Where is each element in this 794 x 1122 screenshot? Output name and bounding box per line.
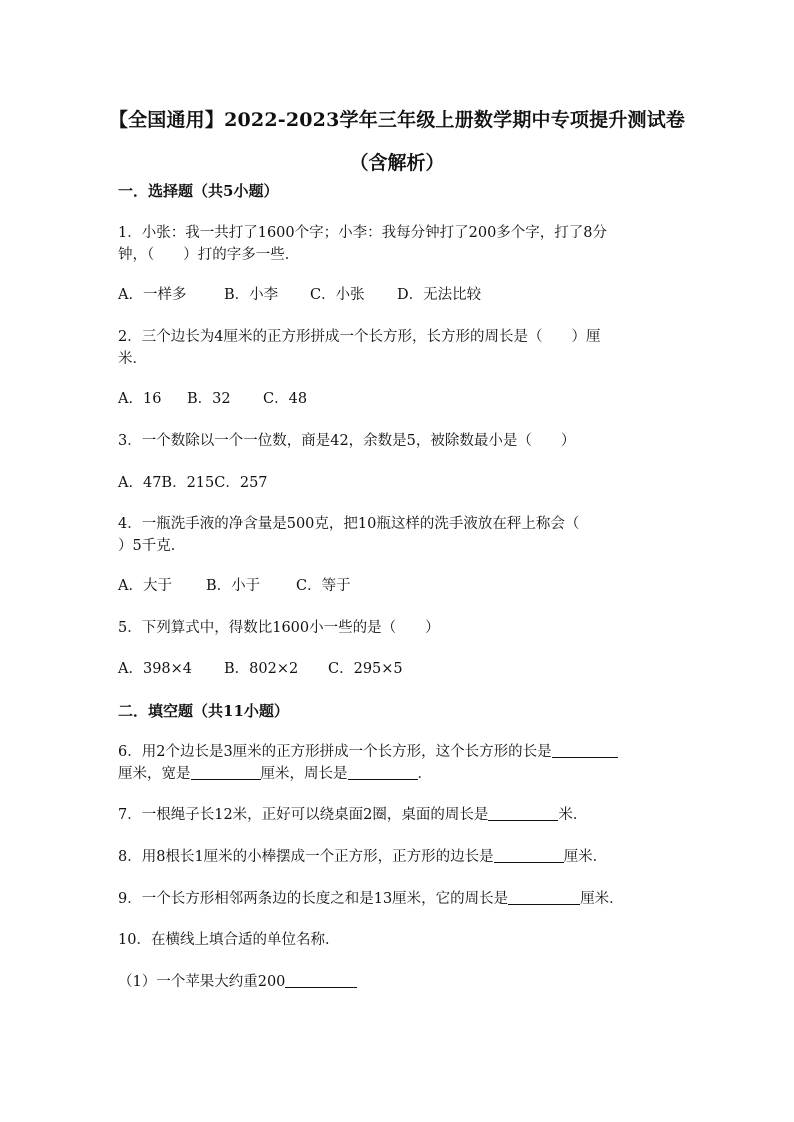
question-1-options [118, 284, 698, 306]
question-7-text-b: 米． [558, 807, 588, 823]
question-1-line-1: 1．小张：我一共打了1600个字；小李：我每分钟打了200多个字，打了8分 [118, 225, 608, 241]
question-4-line-2: ）5千克． [118, 538, 186, 554]
question-2-line-2: 米． [118, 351, 147, 367]
question-6-text-b: 厘米，宽是 [118, 766, 191, 782]
option-c: C．等于 [296, 578, 351, 594]
option-c: C．295×5 [328, 661, 403, 677]
answer-blank[interactable] [285, 971, 357, 988]
option-c: C．48 [263, 391, 308, 407]
question-10: 10．在横线上填合适的单位名称． [118, 932, 340, 948]
question-10-sub-1 [118, 971, 698, 993]
answer-blank[interactable] [552, 741, 618, 758]
question-7 [118, 804, 698, 826]
answer-blank[interactable] [191, 763, 261, 780]
option-b: B．小于 [206, 578, 261, 594]
question-8 [118, 846, 698, 868]
question-8-text-b: 厘米． [563, 849, 608, 865]
option-c: C．小张 [310, 287, 365, 303]
option-a: A．398×4 [118, 661, 193, 677]
option-a: A．大于 [118, 578, 172, 594]
question-3-line-1: 3．一个数除以一个一位数，商是42，余数是5，被除数最小是（ ） [118, 433, 576, 449]
exam-title: 【全国通用】2022-2023学年三年级上册数学期中专项提升测试卷 [108, 109, 686, 131]
option-a: A．16 [118, 391, 162, 407]
section-heading-fill-blank: 二．填空题（共11小题） [118, 702, 289, 720]
answer-blank[interactable] [488, 804, 558, 821]
answer-blank[interactable] [348, 763, 418, 780]
answer-blank[interactable] [494, 846, 564, 863]
question-4-line-1: 4．一瓶洗手液的净含量是500克，把10瓶这样的洗手液放在秤上称会（ [118, 516, 580, 532]
option-d: D．无法比较 [397, 287, 482, 303]
answer-blank[interactable] [508, 888, 580, 905]
question-8-text-a: 8．用8根长1厘米的小棒摆成一个正方形，正方形的边长是 [118, 849, 494, 865]
question-4-options [118, 575, 698, 597]
question-6-text-a: 6．用2个边长是3厘米的正方形拼成一个长方形，这个长方形的长是 [118, 744, 552, 760]
exam-subtitle: （含解析） [349, 152, 445, 174]
question-2-options [118, 388, 698, 410]
option-b: B．802×2 [224, 661, 299, 677]
option-b: B．小李 [224, 287, 279, 303]
question-1-line-2: 钟，（ ）打的字多一些． [118, 247, 300, 263]
question-9-text-a: 9．一个长方形相邻两条边的长度之和是13厘米，它的周长是 [118, 891, 509, 907]
question-10-sub-1-text: （1）一个苹果大约重200 [118, 974, 286, 990]
option-a: A．一样多 [118, 287, 187, 303]
question-9 [118, 888, 698, 910]
question-6-line-2 [118, 763, 698, 785]
question-5-line-1: 5．下列算式中，得数比1600小一些的是（ ） [118, 620, 440, 636]
option-b: B．32 [187, 391, 231, 407]
section-heading-choice: 一．选择题（共5小题） [118, 182, 279, 200]
question-5-options [118, 658, 698, 680]
question-6-line-1 [118, 741, 698, 763]
question-2-line-1: 2．三个边长为4厘米的正方形拼成一个长方形，长方形的周长是（ ）厘 [118, 329, 601, 345]
question-6-text-c: 厘米，周长是 [260, 766, 348, 782]
question-9-text-b: 厘米． [580, 891, 624, 907]
question-3-options: A．47B．215C．257 [118, 475, 268, 491]
question-7-text-a: 7．一根绳子长12米，正好可以绕桌面2圈，桌面的周长是 [118, 807, 489, 823]
question-6-text-d: ． [417, 766, 432, 782]
